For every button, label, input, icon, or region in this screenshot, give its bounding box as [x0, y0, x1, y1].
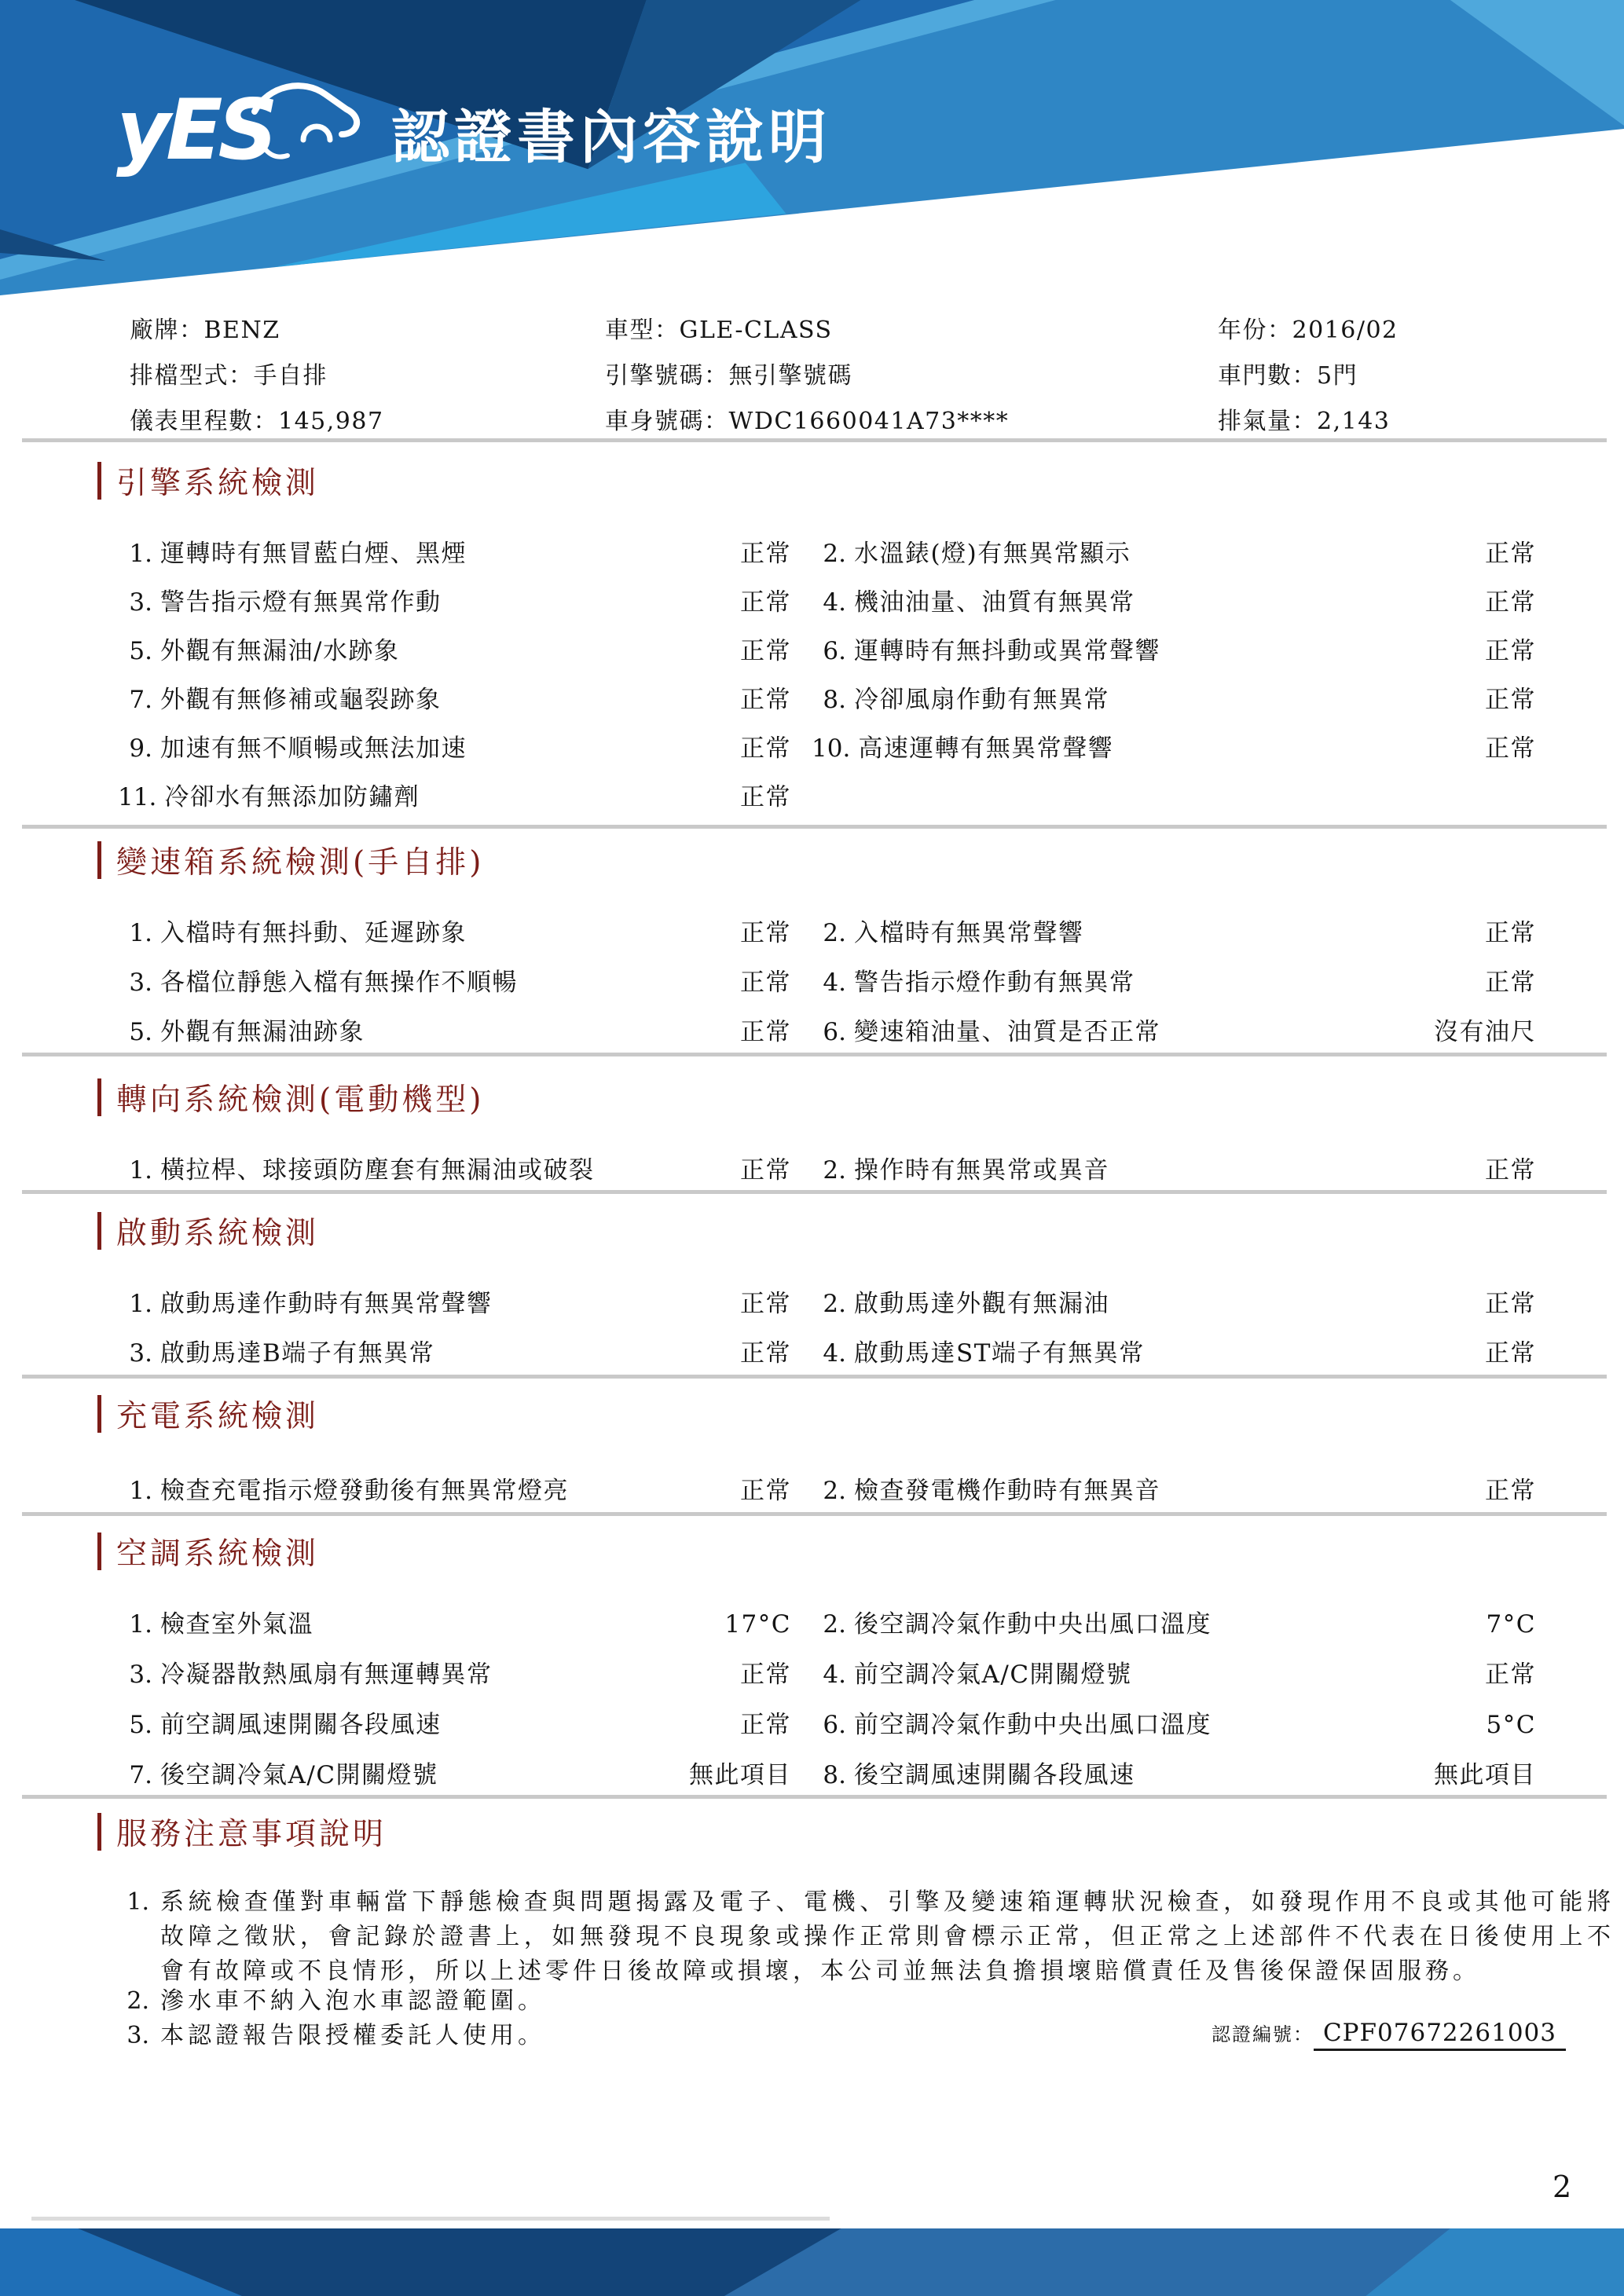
item-number: 2.: [823, 919, 846, 947]
check-row: [0, 777, 1624, 811]
item-number: 1.: [129, 1290, 152, 1318]
check-item: [118, 913, 791, 948]
section-accent-bar: [97, 1212, 101, 1250]
check-row: [0, 728, 1624, 763]
section-title-engine: [97, 460, 319, 502]
item-value: 正常: [740, 1477, 791, 1505]
section-heading: 引擎系統檢測: [116, 466, 320, 501]
item-value: 正常: [1485, 1290, 1536, 1318]
vehicle-doors: 車門數：5門: [1218, 362, 1358, 390]
check-item: [812, 1150, 1536, 1185]
item-number: 3.: [129, 1661, 152, 1689]
item-label: 橫拉桿、球接頭防塵套有無漏油或破裂: [160, 1156, 595, 1185]
item-label: 前空調風速開關各段風速: [160, 1711, 442, 1739]
check-item: [812, 913, 1536, 948]
page-header-banner: [0, 0, 1624, 314]
item-value: 正常: [740, 1711, 791, 1739]
check-item: [812, 631, 1536, 666]
check-item: [118, 1705, 791, 1740]
section-title-gearbox: [97, 839, 484, 881]
check-item: [812, 1333, 1536, 1368]
item-label: 冷卻風扇作動有無異常: [854, 686, 1109, 714]
item-label: 啟動馬達B端子有無異常: [160, 1339, 435, 1368]
item-value: 沒有油尺: [1434, 1018, 1536, 1046]
divider: [22, 438, 1607, 442]
check-item: [118, 533, 791, 569]
item-number: 7.: [129, 686, 152, 714]
item-value: 正常: [740, 1661, 791, 1689]
item-label: 加速有無不順暢或無法加速: [160, 734, 467, 763]
item-number: 1.: [129, 1156, 152, 1185]
vehicle-info-col-2: [605, 308, 1009, 445]
yes-car-logo-icon: [116, 69, 376, 187]
item-label: 外觀有無漏油/水跡象: [160, 637, 400, 665]
check-item: [812, 728, 1536, 764]
check-item: [812, 1470, 1536, 1506]
check-item: [118, 1470, 791, 1506]
footer-gray-strip: [31, 2217, 830, 2221]
item-value: 正常: [1485, 540, 1536, 568]
note-text: 系統檢查僅對車輛當下靜態檢查與問題揭露及電子、電機、引擎及變速箱運轉狀況檢查，如發現作用不良或其他可能將故障之徵狀，會記錄於證書上，如無發現不良現象或操作正常則會標示正常，但正常之上述部件不代表在日後使用上不會有故障或不良情形，所以上述零件日後故障或損壞，本公司並無法負擔損壞賠償責任及售後保證保固服務。: [160, 1888, 1615, 1985]
section-accent-bar: [97, 462, 101, 500]
service-note: [118, 1885, 1615, 1989]
vehicle-year: 年份：2016/02: [1218, 317, 1399, 344]
item-label: 警告指示燈有無異常作動: [160, 588, 442, 617]
item-number: 1.: [129, 1477, 152, 1505]
item-value: 正常: [1485, 1156, 1536, 1185]
item-value: 正常: [1485, 1661, 1536, 1689]
check-row: [0, 1283, 1624, 1318]
check-item: [812, 1705, 1536, 1740]
item-number: 2.: [823, 1477, 846, 1505]
item-number: 11.: [118, 783, 157, 811]
divider: [22, 1053, 1607, 1056]
item-value: 正常: [1485, 1477, 1536, 1505]
item-label: 前空調冷氣作動中央出風口溫度: [854, 1711, 1212, 1739]
vehicle-info-col-1: [130, 308, 384, 445]
check-row: [0, 1654, 1624, 1689]
section-heading: 空調系統檢測: [116, 1536, 320, 1572]
item-value: 正常: [740, 919, 791, 947]
logo-text: yES: [116, 82, 273, 178]
item-value: 正常: [1485, 588, 1536, 617]
item-label: 運轉時有無抖動或異常聲響: [854, 637, 1160, 665]
vehicle-displacement: 排氣量：2,143: [1218, 408, 1391, 435]
check-item: [118, 777, 791, 812]
vehicle-mileage: 儀表里程數：145,987: [130, 408, 384, 435]
item-value: 無此項目: [689, 1761, 791, 1789]
vehicle-engine-no: 引擎號碼：無引擎號碼: [605, 362, 852, 390]
item-number: 6.: [823, 637, 846, 665]
item-label: 高速運轉有無異常聲響: [858, 734, 1114, 763]
item-number: 6.: [823, 1018, 846, 1046]
check-row: [0, 1755, 1624, 1789]
item-label: 檢查充電指示燈發動後有無異常燈亮: [160, 1477, 569, 1505]
check-item: [812, 533, 1536, 569]
item-number: 4.: [823, 588, 846, 617]
item-value: 正常: [740, 969, 791, 997]
divider: [22, 1375, 1607, 1379]
section-accent-bar: [97, 1532, 101, 1570]
item-label: 警告指示燈作動有無異常: [854, 969, 1135, 997]
check-row: [0, 679, 1624, 714]
check-row: [0, 913, 1624, 947]
item-label: 運轉時有無冒藍白煙、黑煙: [160, 540, 467, 568]
certificate-number-line: [1212, 2019, 1566, 2051]
item-number: 2.: [823, 1610, 846, 1639]
item-number: 1.: [129, 919, 152, 947]
item-value: 正常: [1485, 686, 1536, 714]
item-value: 正常: [740, 734, 791, 763]
page-footer-banner: [0, 2228, 1624, 2296]
check-item: [812, 1283, 1536, 1319]
check-row: [0, 1705, 1624, 1739]
item-value: 正常: [740, 588, 791, 617]
section-accent-bar: [97, 1078, 101, 1116]
divider: [22, 1190, 1607, 1194]
item-number: 8.: [823, 686, 846, 714]
item-label: 後空調冷氣作動中央出風口溫度: [854, 1610, 1212, 1639]
item-value: 正常: [1485, 734, 1536, 763]
item-label: 水溫錶(燈)有無異常顯示: [854, 540, 1131, 568]
divider: [22, 1795, 1607, 1799]
item-value: 無此項目: [1434, 1761, 1536, 1789]
item-number: 4.: [823, 969, 846, 997]
item-label: 檢查室外氣溫: [160, 1610, 313, 1639]
check-item: [118, 582, 791, 617]
section-title-service-notes: [97, 1811, 387, 1853]
note-text: 本認證報告限授權委託人使用。: [160, 2022, 545, 2049]
item-number: 6.: [823, 1711, 846, 1739]
item-label: 機油油量、油質有無異常: [854, 588, 1135, 617]
item-label: 外觀有無修補或龜裂跡象: [160, 686, 442, 714]
item-number: 4.: [823, 1339, 846, 1368]
item-label: 入檔時有無抖動、延遲跡象: [160, 919, 467, 947]
item-number: 8.: [823, 1761, 846, 1789]
item-number: 1.: [129, 1610, 152, 1639]
page-title: 認證書內容說明: [391, 104, 831, 171]
item-value: 正常: [1485, 969, 1536, 997]
check-item: [812, 1755, 1536, 1790]
check-item: [812, 1604, 1536, 1639]
section-title-starter: [97, 1210, 319, 1252]
section-accent-bar: [97, 1813, 101, 1851]
item-label: 啟動馬達外觀有無漏油: [854, 1290, 1109, 1318]
check-item: [812, 1012, 1536, 1047]
item-label: 外觀有無漏油跡象: [160, 1018, 365, 1046]
check-item: [118, 1604, 791, 1639]
vehicle-info-col-3: [1218, 308, 1399, 445]
section-heading: 充電系統檢測: [116, 1399, 320, 1434]
item-number: 2.: [823, 1156, 846, 1185]
item-value: 正常: [740, 686, 791, 714]
check-item: [118, 679, 791, 715]
item-number: 7.: [129, 1761, 152, 1789]
item-number: 1.: [129, 540, 152, 568]
check-item: [812, 1654, 1536, 1690]
vehicle-gearbox-type: 排檔型式：手自排: [130, 362, 328, 390]
section-heading: 轉向系統檢測(電動機型): [116, 1082, 485, 1118]
section-accent-bar: [97, 841, 101, 879]
check-item: [118, 1755, 791, 1790]
item-label: 入檔時有無異常聲響: [854, 919, 1084, 947]
item-value: 5°C: [1486, 1711, 1536, 1739]
section-title-aircon: [97, 1530, 319, 1573]
item-value: 17°C: [724, 1610, 791, 1639]
check-item: [118, 1654, 791, 1690]
item-value: 正常: [740, 1290, 791, 1318]
note-number: 1.: [126, 1888, 149, 1916]
item-number: 5.: [129, 637, 152, 665]
check-row: [0, 962, 1624, 997]
item-value: 正常: [740, 1339, 791, 1368]
check-row: [0, 1333, 1624, 1368]
item-number: 3.: [129, 588, 152, 617]
car-wheel-arch-icon: [303, 126, 330, 140]
item-number: 3.: [129, 969, 152, 997]
item-number: 10.: [812, 734, 851, 763]
check-item: [118, 728, 791, 764]
item-label: 啟動馬達作動時有無異常聲響: [160, 1290, 493, 1318]
check-item: [812, 582, 1536, 617]
note-number: 2.: [126, 1987, 149, 2015]
item-label: 操作時有無異常或異音: [854, 1156, 1109, 1185]
item-label: 後空調冷氣A/C開關燈號: [160, 1761, 438, 1789]
vehicle-vin: 車身號碼：WDC1660041A73****: [605, 408, 1010, 435]
section-title-steering: [97, 1076, 484, 1119]
item-label: 各檔位靜態入檔有無操作不順暢: [160, 969, 518, 997]
check-row: [0, 533, 1624, 568]
item-label: 檢查發電機作動時有無異音: [854, 1477, 1160, 1505]
item-value: 正常: [740, 540, 791, 568]
item-value: 正常: [740, 1018, 791, 1046]
check-row: [0, 1604, 1624, 1639]
item-number: 5.: [129, 1711, 152, 1739]
divider: [22, 825, 1607, 829]
section-heading: 啟動系統檢測: [116, 1216, 320, 1251]
item-label: 啟動馬達ST端子有無異常: [854, 1339, 1145, 1368]
item-value: 正常: [740, 783, 791, 811]
check-row: [0, 1012, 1624, 1046]
item-label: 冷卻水有無添加防鏽劑: [164, 783, 420, 811]
item-value: 正常: [740, 1156, 791, 1185]
certificate-number-label: 認證編號：: [1211, 2023, 1314, 2045]
note-text: 滲水車不納入泡水車認證範圍。: [160, 1987, 545, 2015]
item-value: 正常: [1485, 637, 1536, 665]
check-row: [0, 1150, 1624, 1185]
divider: [22, 1512, 1607, 1516]
item-number: 2.: [823, 540, 846, 568]
check-item: [812, 962, 1536, 998]
check-row: [0, 1470, 1624, 1505]
section-accent-bar: [97, 1395, 101, 1433]
item-value: 正常: [1485, 919, 1536, 947]
certificate-number: CPF07672261003: [1314, 2019, 1566, 2051]
vehicle-brand: 廠牌：BENZ: [130, 317, 280, 344]
vehicle-model: 車型：GLE-CLASS: [605, 317, 833, 344]
check-item: [118, 1283, 791, 1319]
section-title-charging: [97, 1393, 319, 1435]
item-value: 正常: [740, 637, 791, 665]
page-number: 2: [1553, 2170, 1572, 2204]
item-number: 4.: [823, 1661, 846, 1689]
item-number: 2.: [823, 1290, 846, 1318]
section-heading: 服務注意事項說明: [116, 1817, 387, 1852]
item-label: 冷凝器散熱風扇有無運轉異常: [160, 1661, 493, 1689]
item-number: 5.: [129, 1018, 152, 1046]
check-item: [118, 962, 791, 998]
item-label: 前空調冷氣A/C開關燈號: [854, 1661, 1132, 1689]
check-row: [0, 631, 1624, 665]
item-value: 正常: [1485, 1339, 1536, 1368]
service-note: [118, 1984, 1615, 2019]
item-number: 9.: [129, 734, 152, 763]
check-row: [0, 582, 1624, 617]
check-item: [812, 679, 1536, 715]
item-label: 變速箱油量、油質是否正常: [854, 1018, 1160, 1046]
check-item: [118, 631, 791, 666]
check-item: [118, 1012, 791, 1047]
item-value: 7°C: [1486, 1610, 1536, 1639]
note-number: 3.: [126, 2022, 149, 2049]
section-heading: 變速箱系統檢測(手自排): [116, 845, 485, 881]
check-item: [118, 1333, 791, 1368]
item-number: 3.: [129, 1339, 152, 1368]
item-label: 後空調風速開關各段風速: [854, 1761, 1135, 1789]
check-item: [118, 1150, 791, 1185]
